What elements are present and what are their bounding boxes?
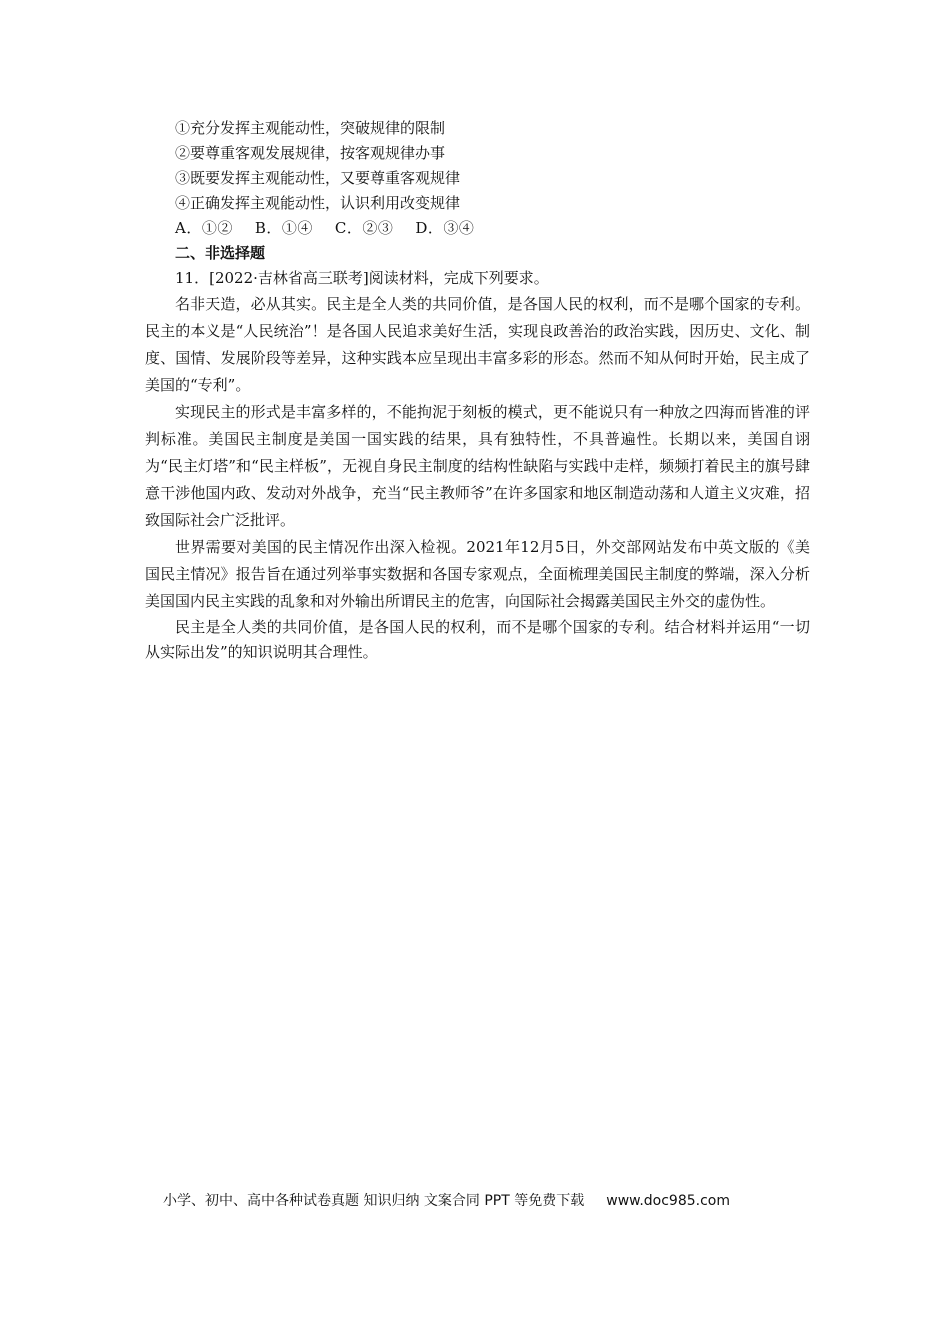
choice-c: C．②③ — [334, 219, 394, 237]
question-prompt: 民主是全人类的共同价值，是各国人民的权利，而不是哪个国家的专利。结合材料并运用“一切从实际出发”的知识说明其合理性。 — [145, 618, 810, 661]
question-title: 11．[2022·吉林省高三联考]阅读材料，完成下列要求。 — [175, 269, 549, 287]
material-paragraph-1: 名非天造，必从其实。民主是全人类的共同价值，是各国人民的权利，而不是哪个国家的专利。民主的本义是“人民统治”！是各国人民追求美好生活，实现良政善治的政治实践，因历史、文化、制度、国情、发展阶段等差异，这种实践本应呈现出丰富多彩的形态。然而不知从何时开始，民主成了美国的“专利”。 — [145, 295, 810, 394]
option-2: ②要尊重客观发展规律，按客观规律办事 — [175, 144, 446, 162]
answer-choices — [145, 216, 810, 241]
choice-d: D．③④ — [415, 219, 475, 237]
footer-text: 小学、初中、高中各种试卷真题 知识归纳 文案合同 PPT 等免费下载 — [163, 1193, 585, 1209]
section-heading: 二、非选择题 — [175, 244, 266, 262]
material-paragraph-2: 实现民主的形式是丰富多样的，不能拘泥于刻板的模式，更不能说只有一种放之四海而皆准的评判标准。美国民主制度是美国一国实践的结果，具有独特性，不具普遍性。长期以来，美国自诩为“民主灯塔”和“民主样板”，无视自身民主制度的结构性缺陷与实践中走样，频频打着民主的旗号肆意干涉他国内政、发动对外战争，充当“民主教师爷”在许多国家和地区制造动荡和人道主义灾难，招致国际社会广泛批评。 — [145, 403, 810, 529]
option-1: ①充分发挥主观能动性，突破规律的限制 — [175, 119, 446, 137]
choice-a: A．①② — [175, 219, 233, 237]
choice-b: B．①④ — [254, 219, 313, 237]
footer-url-link[interactable]: www.doc985.com — [606, 1193, 730, 1209]
question-content — [145, 116, 810, 665]
option-3: ③既要发挥主观能动性，又要尊重客观规律 — [175, 169, 461, 187]
option-4: ④正确发挥主观能动性，认识利用改变规律 — [175, 194, 461, 212]
footer — [163, 1190, 730, 1210]
material-paragraph-3: 世界需要对美国的民主情况作出深入检视。2021年12月5日，外交部网站发布中英文版的《美国民主情况》报告旨在通过列举事实数据和各国专家观点，全面梳理美国民主制度的弊端，深入分析美国国内民主实践的乱象和对外输出所谓民主的危害，向国际社会揭露美国民主外交的虚伪性。 — [145, 538, 810, 610]
